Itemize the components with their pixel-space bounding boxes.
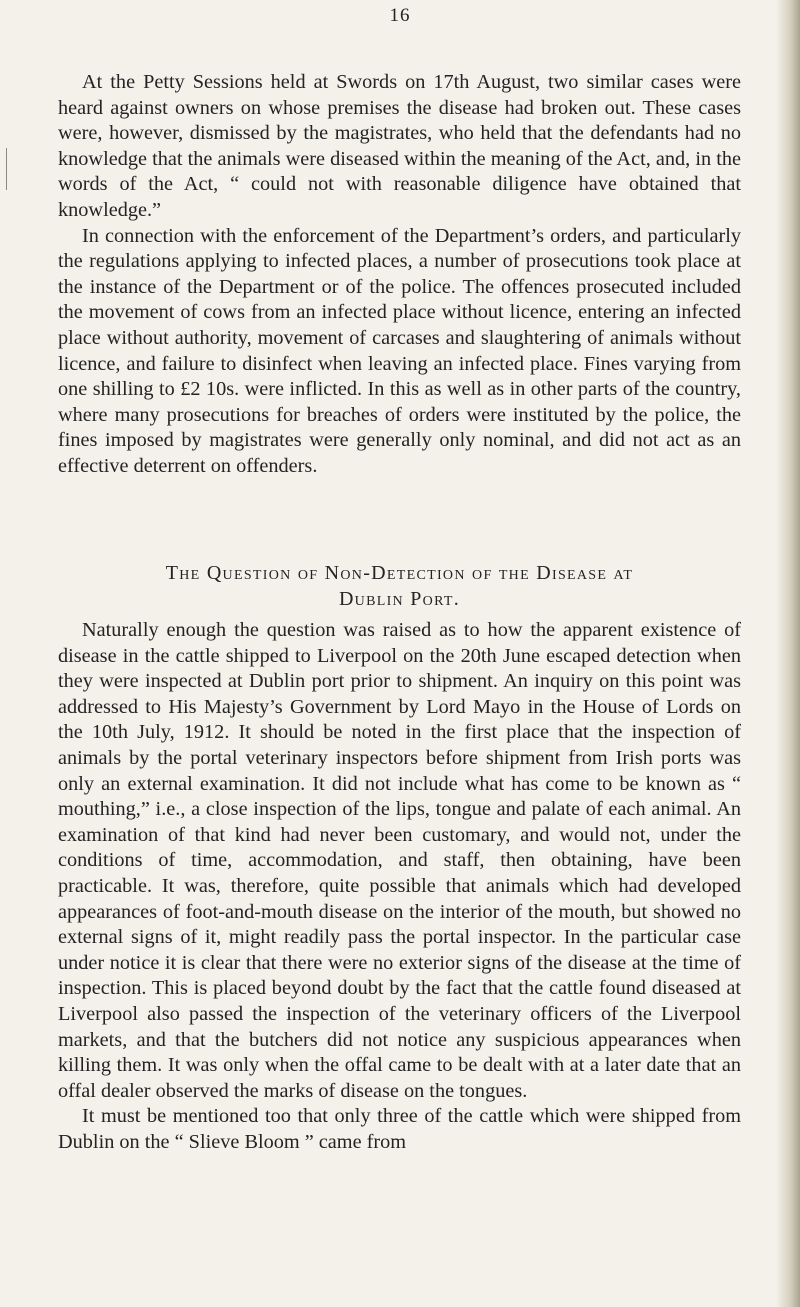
page-edge-shadow: [776, 0, 800, 1307]
paragraph-petty-sessions: At the Petty Sessions held at Swords on 17th August, two similar cases were heard against owners on whose premises the disease had broken out. These cases were, however, dismissed by the magistrates, who held that the defendants had no knowledge that the animals were diseased within the meaning of the Act, and, in the words of the Act, “ could not with reasonable diligence have obtained that knowledge.”: [58, 71, 741, 221]
body-text-block-2: [58, 618, 741, 1155]
page-number: 16: [389, 5, 411, 26]
section-heading-line-2: Dublin Port.: [338, 588, 461, 610]
margin-bracket-mark: [6, 148, 11, 190]
body-text-block-1: [58, 70, 741, 480]
section-heading-line-1: The Question of Non-Detection of the Disease at: [165, 562, 634, 584]
section-heading: [58, 560, 741, 612]
paragraph-slieve-bloom: It must be mentioned too that only three of the cattle which were shipped from Dublin on the “ Slieve Bloom ” came from: [58, 1105, 741, 1153]
paragraph-non-detection: Naturally enough the question was raised as to how the apparent existence of disease in the cattle shipped to Liverpool on the 20th June escaped detection when they were inspected at Dublin port prior to shipment. An inquiry on this point was addressed to His Majesty’s Government by Lord Mayo in the House of Lords on the 10th July, 1912. It should be noted in the first place that the inspection of animals by the portal veterinary inspectors before shipment from Irish ports was only an external examination. It did not include what has come to be known as “ mouthing,” i.e., a close inspection of the lips, tongue and palate of each animal. An examination of that kind had never been customary, and would not, under the conditions of time, accommodation, and staff, then obtaining, have been practicable. It was, therefore, quite possible that animals which had developed appearances of foot-and-mouth disease on the interior of the mouth, but showed no external signs of it, might readily pass the portal inspector. In the particular case under notice it is clear that there were no exterior signs of the disease at the time of inspection. This is placed beyond doubt by the fact that the cattle found diseased at Liverpool also passed the inspection of the veterinary officers of the Liverpool markets, and that the butchers did not notice any suspicious appearances when killing them. It was only when the offal came to be dealt with at a later date that an offal dealer observed the marks of disease on the tongues.: [58, 619, 741, 1102]
paragraph-prosecutions: In connection with the enforcement of the Department’s orders, and particularly the regulations applying to infected places, a number of prosecutions took place at the instance of the Department or of the police. The offences prosecuted included the movement of cows from an infected place without licence, entering an infected place without authority, movement of carcases and slaughtering of animals without licence, and failure to disinfect when leaving an infected place. Fines varying from one shilling to £2 10s. were inflicted. In this as well as in other parts of the country, where many prosecutions for breaches of orders were instituted by the police, the fines imposed by magistrates were generally only nominal, and did not act as an effective deterrent on offenders.: [58, 224, 741, 477]
